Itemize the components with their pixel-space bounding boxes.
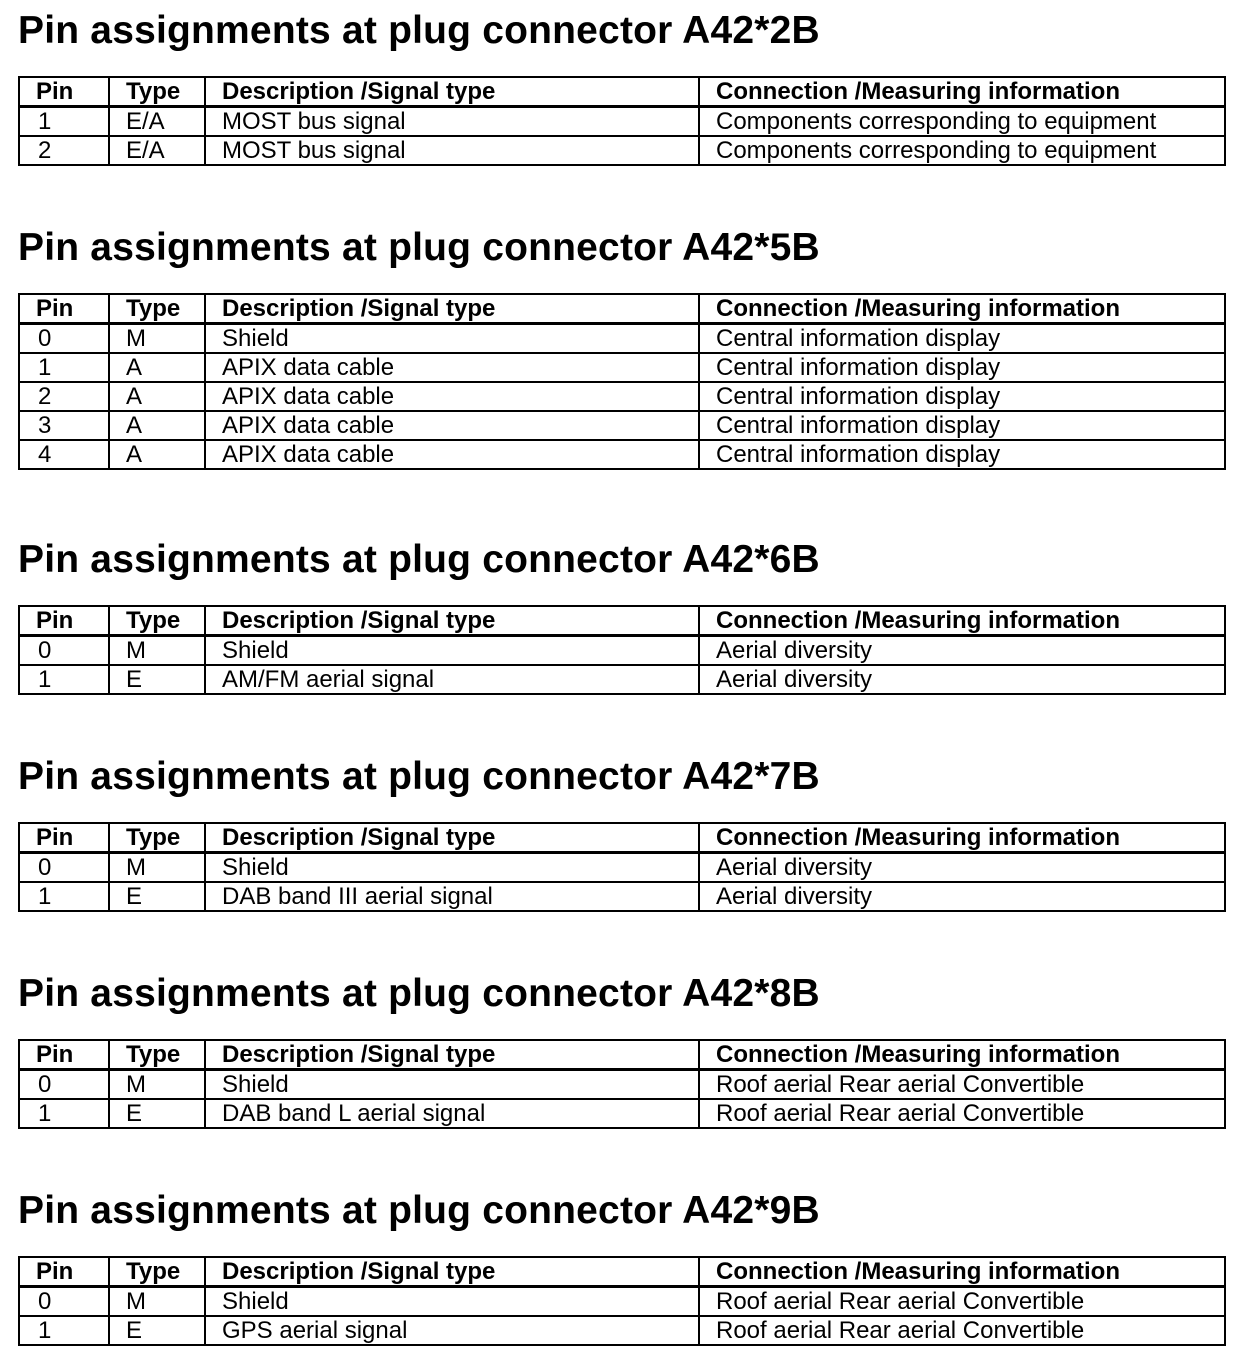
cell-description: DAB band III aerial signal bbox=[205, 882, 699, 911]
header-pin: Pin bbox=[19, 294, 109, 324]
cell-connection: Roof aerial Rear aerial Convertible bbox=[699, 1316, 1225, 1345]
table-header-row bbox=[19, 1040, 1225, 1070]
table-row bbox=[19, 136, 1225, 165]
table-row bbox=[19, 1070, 1225, 1100]
cell-description: APIX data cable bbox=[205, 382, 699, 411]
header-pin: Pin bbox=[19, 823, 109, 853]
cell-type: M bbox=[109, 853, 205, 883]
header-description: Description /Signal type bbox=[205, 77, 699, 107]
section-title: Pin assignments at plug connector A42*9B bbox=[18, 1189, 820, 1232]
cell-description: APIX data cable bbox=[205, 440, 699, 469]
section-title: Pin assignments at plug connector A42*5B bbox=[18, 226, 820, 269]
cell-type: E/A bbox=[109, 136, 205, 165]
header-type: Type bbox=[109, 1257, 205, 1287]
table-row bbox=[19, 107, 1225, 137]
header-type: Type bbox=[109, 77, 205, 107]
header-connection: Connection /Measuring information bbox=[699, 823, 1225, 853]
cell-description: Shield bbox=[205, 324, 699, 354]
table-header-row bbox=[19, 1257, 1225, 1287]
header-connection: Connection /Measuring information bbox=[699, 1040, 1225, 1070]
table-row bbox=[19, 882, 1225, 911]
header-pin: Pin bbox=[19, 1040, 109, 1070]
cell-pin: 1 bbox=[19, 353, 109, 382]
table-header-row bbox=[19, 823, 1225, 853]
cell-pin: 0 bbox=[19, 636, 109, 666]
cell-type: E bbox=[109, 1316, 205, 1345]
table-header-row bbox=[19, 77, 1225, 107]
table-row bbox=[19, 382, 1225, 411]
cell-type: A bbox=[109, 411, 205, 440]
cell-description: GPS aerial signal bbox=[205, 1316, 699, 1345]
header-description: Description /Signal type bbox=[205, 1040, 699, 1070]
cell-description: Shield bbox=[205, 636, 699, 666]
cell-pin: 1 bbox=[19, 665, 109, 694]
table-row bbox=[19, 353, 1225, 382]
pin-assignment-table bbox=[18, 822, 1226, 912]
table-header-row bbox=[19, 606, 1225, 636]
cell-pin: 1 bbox=[19, 1316, 109, 1345]
cell-description: AM/FM aerial signal bbox=[205, 665, 699, 694]
cell-description: Shield bbox=[205, 1070, 699, 1100]
connector-section bbox=[18, 537, 1224, 693]
header-pin: Pin bbox=[19, 606, 109, 636]
cell-connection: Components corresponding to equipment bbox=[699, 107, 1225, 137]
cell-type: M bbox=[109, 636, 205, 666]
cell-description: MOST bus signal bbox=[205, 136, 699, 165]
cell-description: MOST bus signal bbox=[205, 107, 699, 137]
table-header-row bbox=[19, 294, 1225, 324]
cell-description: Shield bbox=[205, 853, 699, 883]
connector-section bbox=[18, 1188, 1224, 1344]
cell-pin: 0 bbox=[19, 324, 109, 354]
cell-pin: 2 bbox=[19, 382, 109, 411]
header-connection: Connection /Measuring information bbox=[699, 77, 1225, 107]
cell-connection: Aerial diversity bbox=[699, 665, 1225, 694]
header-type: Type bbox=[109, 606, 205, 636]
cell-type: M bbox=[109, 1070, 205, 1100]
table-row bbox=[19, 853, 1225, 883]
cell-type: E bbox=[109, 1099, 205, 1128]
cell-pin: 4 bbox=[19, 440, 109, 469]
table-row bbox=[19, 636, 1225, 666]
pin-assignment-table bbox=[18, 1256, 1226, 1346]
section-title: Pin assignments at plug connector A42*2B bbox=[18, 9, 820, 52]
cell-type: E/A bbox=[109, 107, 205, 137]
cell-description: Shield bbox=[205, 1287, 699, 1317]
connector-section bbox=[18, 8, 1224, 164]
header-description: Description /Signal type bbox=[205, 606, 699, 636]
connector-section bbox=[18, 754, 1224, 910]
cell-connection: Roof aerial Rear aerial Convertible bbox=[699, 1099, 1225, 1128]
cell-connection: Components corresponding to equipment bbox=[699, 136, 1225, 165]
cell-pin: 0 bbox=[19, 1287, 109, 1317]
header-description: Description /Signal type bbox=[205, 1257, 699, 1287]
table-row bbox=[19, 1099, 1225, 1128]
table-row bbox=[19, 1287, 1225, 1317]
section-title: Pin assignments at plug connector A42*7B bbox=[18, 755, 820, 798]
header-type: Type bbox=[109, 294, 205, 324]
cell-connection: Central information display bbox=[699, 382, 1225, 411]
cell-pin: 2 bbox=[19, 136, 109, 165]
table-row bbox=[19, 440, 1225, 469]
cell-type: A bbox=[109, 382, 205, 411]
cell-connection: Aerial diversity bbox=[699, 853, 1225, 883]
cell-type: A bbox=[109, 440, 205, 469]
cell-pin: 3 bbox=[19, 411, 109, 440]
cell-connection: Roof aerial Rear aerial Convertible bbox=[699, 1070, 1225, 1100]
header-description: Description /Signal type bbox=[205, 294, 699, 324]
header-connection: Connection /Measuring information bbox=[699, 294, 1225, 324]
header-description: Description /Signal type bbox=[205, 823, 699, 853]
table-row bbox=[19, 665, 1225, 694]
header-type: Type bbox=[109, 823, 205, 853]
cell-pin: 1 bbox=[19, 1099, 109, 1128]
header-connection: Connection /Measuring information bbox=[699, 606, 1225, 636]
pin-assignment-table bbox=[18, 1039, 1226, 1129]
cell-connection: Central information display bbox=[699, 440, 1225, 469]
cell-connection: Roof aerial Rear aerial Convertible bbox=[699, 1287, 1225, 1317]
header-connection: Connection /Measuring information bbox=[699, 1257, 1225, 1287]
table-row bbox=[19, 324, 1225, 354]
table-row bbox=[19, 1316, 1225, 1345]
pin-assignment-table bbox=[18, 293, 1226, 470]
cell-connection: Aerial diversity bbox=[699, 636, 1225, 666]
header-pin: Pin bbox=[19, 1257, 109, 1287]
cell-description: APIX data cable bbox=[205, 353, 699, 382]
cell-type: E bbox=[109, 882, 205, 911]
cell-type: A bbox=[109, 353, 205, 382]
cell-type: E bbox=[109, 665, 205, 694]
pin-assignment-table bbox=[18, 76, 1226, 166]
cell-pin: 1 bbox=[19, 107, 109, 137]
cell-pin: 1 bbox=[19, 882, 109, 911]
pin-assignment-table bbox=[18, 605, 1226, 695]
cell-connection: Central information display bbox=[699, 324, 1225, 354]
cell-connection: Central information display bbox=[699, 411, 1225, 440]
header-pin: Pin bbox=[19, 77, 109, 107]
cell-connection: Central information display bbox=[699, 353, 1225, 382]
connector-section bbox=[18, 225, 1224, 468]
table-row bbox=[19, 411, 1225, 440]
cell-pin: 0 bbox=[19, 853, 109, 883]
header-type: Type bbox=[109, 1040, 205, 1070]
section-title: Pin assignments at plug connector A42*8B bbox=[18, 972, 820, 1015]
cell-connection: Aerial diversity bbox=[699, 882, 1225, 911]
cell-description: DAB band L aerial signal bbox=[205, 1099, 699, 1128]
cell-pin: 0 bbox=[19, 1070, 109, 1100]
cell-type: M bbox=[109, 324, 205, 354]
cell-description: APIX data cable bbox=[205, 411, 699, 440]
connector-section bbox=[18, 971, 1224, 1127]
cell-type: M bbox=[109, 1287, 205, 1317]
section-title: Pin assignments at plug connector A42*6B bbox=[18, 538, 820, 581]
